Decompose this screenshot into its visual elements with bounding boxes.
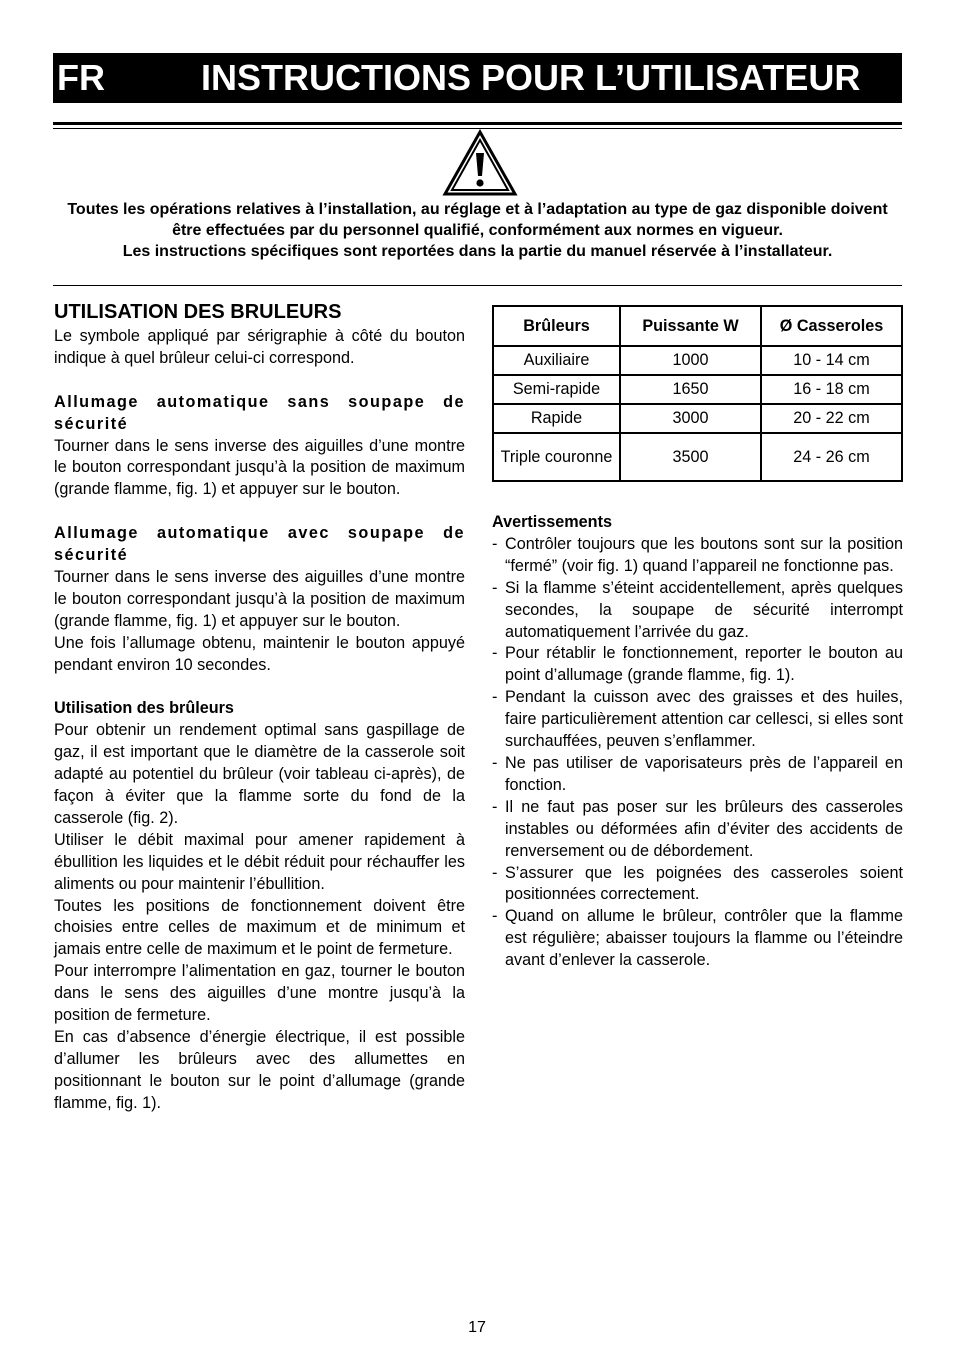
list-item (492, 797, 903, 863)
list-dash: - (492, 578, 498, 597)
list-dash: - (492, 863, 498, 882)
table-cell: 16 - 18 cm (761, 375, 902, 404)
list-dash: - (492, 688, 498, 707)
list-item-text: Contrôler toujours que les boutons sont sur la position “fermé” (voir fig. 1) quand l’appareil ne fonctionne pas. (505, 534, 903, 575)
list-item-text: Ne pas utiliser de vaporisateurs près de l’appareil en fonction. (505, 753, 903, 794)
table-cell: 1000 (620, 346, 761, 375)
table-cell: 3500 (620, 433, 761, 481)
notice-text: Toutes les opérations relatives à l’installation, au réglage et à l’adaptation au type de gaz disponible doivent être effectuées par du personnel qualifié, conformément aux normes en vigueur. (67, 201, 888, 239)
table-cell: 10 - 14 cm (761, 346, 902, 375)
paragraph: Tourner dans le sens inverse des aiguilles d’une montre le bouton correspondant jusqu’à la position de maximum (grande flamme, fig. 1) et appuyer sur le bouton. (54, 436, 465, 499)
table-cell: 3000 (620, 404, 761, 433)
list-item-text: Si la flamme s’éteint accidentellement, après quelques secondes, la soupape de sécurité interrompt automatiquement l’arrivée du gaz. (505, 578, 903, 641)
table-header: Ø Casseroles (761, 306, 902, 346)
page-title: INSTRUCTIONS POUR L’UTILISATEUR (201, 57, 861, 98)
language-code: FR (57, 57, 105, 98)
paragraph: Utiliser le débit maximal pour amener rapidement à ébullition les liquides et le débit réduit pour réchauffer les aliments ou pour maintenir l’ébullition. (54, 830, 465, 893)
paragraph: Tourner dans le sens inverse des aiguilles d’une montre le bouton correspondant jusqu’à la position de maximum (grande flamme, fig. 1) et appuyer sur le bouton. (54, 567, 465, 630)
divider (53, 122, 902, 125)
list-item (492, 863, 903, 907)
page-header (53, 53, 902, 103)
list-item (492, 687, 903, 753)
list-item-text: Quand on allume le brûleur, contrôler que la flamme est régulière; abaisser toujours la flamme ou l’éteindre avant d’enlever la casserole. (505, 907, 903, 970)
table-cell: 1650 (620, 375, 761, 404)
table-cell: 20 - 22 cm (761, 404, 902, 433)
list-item (492, 753, 903, 797)
list-item (492, 578, 903, 644)
table-cell: Semi-rapide (493, 375, 620, 404)
paragraph: En cas d’absence d’énergie électrique, il est possible d’allumer les brûleurs avec des allumettes en positionnant le bouton sur le point d’allumage (grande flamme, fig. 1). (54, 1027, 465, 1112)
list-dash: - (492, 797, 498, 816)
list-item (492, 906, 903, 972)
table-row (493, 375, 902, 404)
subsection-title: Allumage automatique sans soupape de sécurité (54, 392, 465, 433)
list-item-text: Il ne faut pas poser sur les brûleurs des casseroles instables ou déformées afin d’éviter des accidents de renversement ou de débordement. (505, 797, 903, 860)
list-item-text: Pendant la cuisson avec des graisses et des huiles, faire particulièrement attention car cellesci, si elles sont surchauffées, peuven s’enflammer. (505, 688, 903, 751)
list-dash: - (492, 907, 498, 926)
safety-notice (53, 199, 902, 262)
table-cell: 24 - 26 cm (761, 433, 902, 481)
warnings-section (492, 512, 903, 972)
warnings-list (492, 534, 903, 972)
table-row (493, 346, 902, 375)
list-dash: - (492, 753, 498, 772)
notice-text: Les instructions spécifiques sont reportées dans la partie du manuel réservée à l’installateur. (122, 243, 833, 260)
warning-triangle-icon (442, 129, 518, 197)
burner-table (492, 305, 903, 482)
list-dash: - (492, 644, 498, 663)
left-column (54, 298, 465, 1115)
paragraph: Pour obtenir un rendement optimal sans gaspillage de gaz, il est important que le diamètre de la casserole soit adapté au potentiel du brûleur (voir tableau ci-après), de façon à éviter que la flamme sorte du fond de la casserole (fig. 2). (54, 721, 465, 827)
table-cell: Rapide (493, 404, 620, 433)
warnings-title: Avertissements (492, 513, 612, 531)
table-row (493, 433, 902, 481)
table-row (493, 404, 902, 433)
paragraph: Pour interrompre l’alimentation en gaz, tourner le bouton dans le sens des aiguilles d’une montre jusqu’à la position de fermeture. (54, 962, 465, 1025)
list-item-text: S’assurer que les poignées des casseroles soient positionnées correctement. (505, 863, 903, 904)
table-header: Brûleurs (493, 306, 620, 346)
section-title: UTILISATION DES BRULEURS (54, 301, 342, 323)
list-item (492, 534, 903, 578)
page-number: 17 (468, 1319, 486, 1336)
paragraph: Toutes les positions de fonctionnement doivent être choisies entre celles de maximum et de minimum et jamais entre celle de maximum et le point de fermeture. (54, 896, 465, 959)
table-header-row (493, 306, 902, 346)
list-item (492, 643, 903, 687)
table-cell: Triple couronne (493, 433, 620, 481)
paragraph: Une fois l’allumage obtenu, maintenir le bouton appuyé pendant environ 10 secondes. (54, 633, 465, 674)
intro-paragraph: Le symbole appliqué par sérigraphie à côté du bouton indique à quel brûleur celui-ci correspond. (54, 327, 465, 367)
divider (53, 285, 902, 286)
list-item-text: Pour rétablir le fonctionnement, reporter le bouton au point d’allumage (grande flamme, fig. 1). (505, 644, 903, 685)
table-cell: Auxiliaire (493, 346, 620, 375)
subsection-title: Allumage automatique avec soupape de sécurité (54, 524, 465, 565)
subsection-title: Utilisation des brûleurs (54, 699, 234, 718)
table-header: Puissante W (620, 306, 761, 346)
list-dash: - (492, 534, 498, 553)
